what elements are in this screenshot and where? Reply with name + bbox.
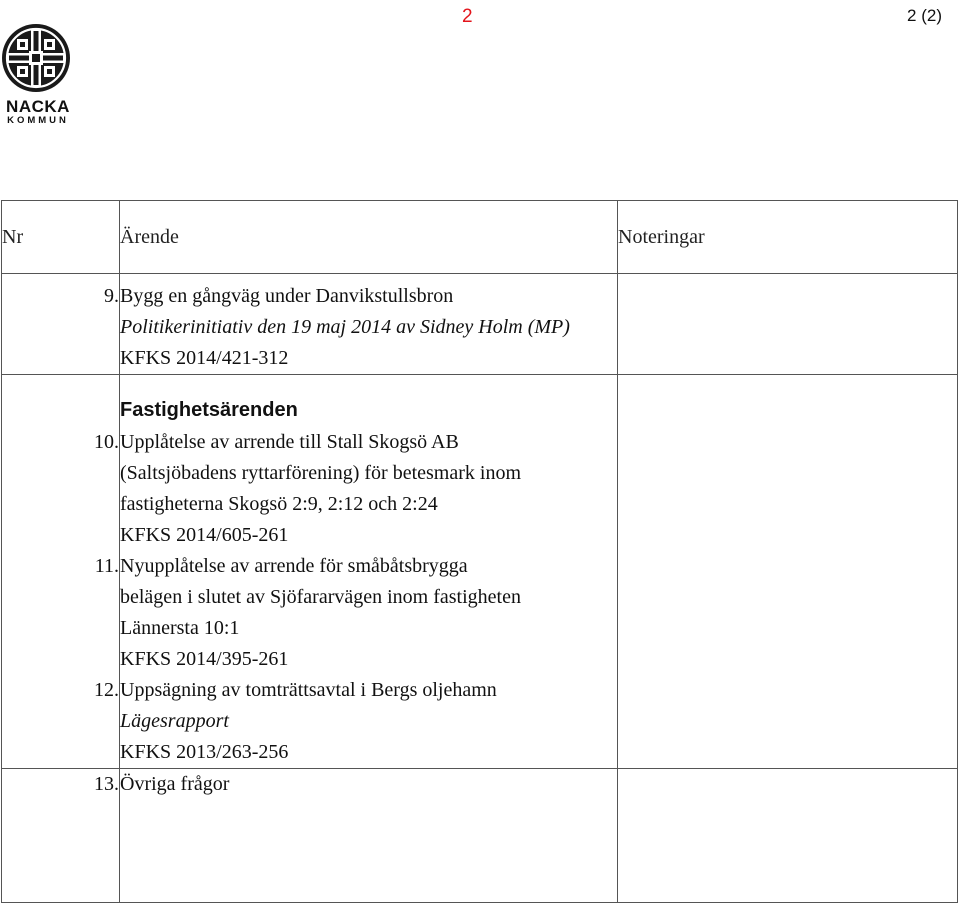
- item-title: Lännersta 10:1: [120, 617, 240, 639]
- column-header-noteringar: Noteringar: [618, 201, 958, 274]
- item-subtitle: Politikerinitiativ den 19 maj 2014 av Sidney Holm (MP): [120, 316, 570, 338]
- agenda-item: [120, 675, 617, 768]
- item-number: 10.: [94, 431, 119, 453]
- item-title: Övriga frågor: [120, 773, 230, 795]
- section-heading: Fastighetsärenden: [120, 399, 298, 421]
- item-reference: KFKS 2014/395-261: [120, 648, 289, 670]
- item-title: Upplåtelse av arrende till Stall Skogsö AB: [120, 431, 459, 453]
- item-subtitle: Lägesrapport: [120, 710, 229, 732]
- item-reference: KFKS 2014/421-312: [120, 347, 289, 369]
- table-row: [2, 375, 958, 769]
- table-header-row: [2, 201, 958, 274]
- notes-cell: [618, 274, 958, 375]
- item-reference: KFKS 2014/605-261: [120, 524, 289, 546]
- logo-text-kommun: KOMMUN: [7, 115, 69, 126]
- item-reference: KFKS 2013/263-256: [120, 741, 289, 763]
- item-title: Bygg en gångväg under Danvikstullsbron: [120, 285, 454, 307]
- notes-cell: [618, 375, 958, 769]
- item-title: (Saltsjöbadens ryttarförening) för betesmark inom: [120, 462, 521, 484]
- page-count: 2 (2): [907, 6, 942, 25]
- item-number: 11.: [94, 555, 119, 577]
- item-title: belägen i slutet av Sjöfararvägen inom fastigheten: [120, 586, 521, 608]
- column-header-arende: Ärende: [120, 201, 618, 274]
- notes-cell: [618, 769, 958, 903]
- item-number: 13.: [94, 773, 119, 795]
- agenda-table: [1, 200, 958, 903]
- item-title: Uppsägning av tomträttsavtal i Bergs oljehamn: [120, 679, 497, 701]
- page-number: 2: [462, 6, 473, 27]
- logo-text-nacka: NACKA: [6, 97, 70, 116]
- item-title: Nyupplåtelse av arrende för småbåtsbrygga: [120, 555, 468, 577]
- item-number: 12.: [94, 679, 119, 701]
- column-header-nr: Nr: [2, 201, 120, 274]
- table-row: [2, 274, 958, 375]
- table-row: [2, 769, 958, 903]
- nacka-emblem-icon: [0, 24, 76, 96]
- item-number: 9.: [104, 285, 119, 307]
- nacka-kommun-logo: [0, 24, 76, 128]
- agenda-item: [120, 551, 617, 675]
- agenda-item: [120, 427, 617, 551]
- item-title: fastigheterna Skogsö 2:9, 2:12 och 2:24: [120, 493, 438, 515]
